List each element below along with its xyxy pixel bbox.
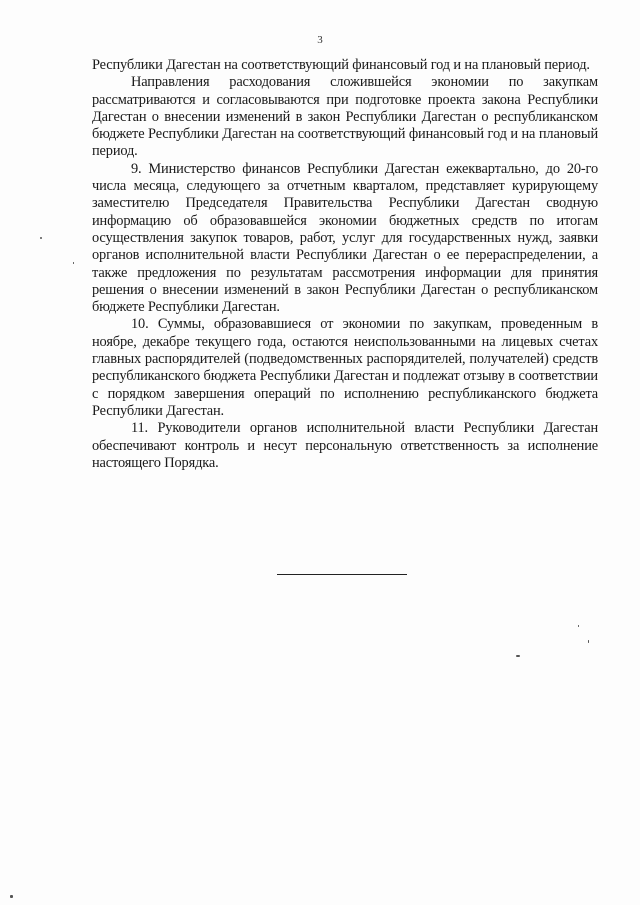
scan-speck bbox=[578, 625, 579, 627]
document-body bbox=[92, 57, 598, 472]
scan-speck bbox=[588, 640, 589, 643]
paragraph-continuation: Республики Дагестан на соответствующий финансовый год и на плановый период. bbox=[92, 57, 590, 73]
paragraph-item-11: 11. Руководители органов исполнительной власти Республики Дагестан обеспечивают контроль и несут персональную ответственность за исполнение настоящего Порядка. bbox=[92, 420, 598, 471]
scan-speck bbox=[73, 262, 74, 264]
paragraph-item-10: 10. Суммы, образовавшиеся от экономии по закупкам, проведенным в ноябре, декабре текущего года, остаются неиспользованными на лицевых счетах главных распорядителей (подведомственных распорядителей, получателей) средств республиканского бюджета Республики Дагестан и подлежат отзыву в соответствии с порядком завершения операций по исполнению республиканского бюджета Республики Дагестан. bbox=[92, 316, 598, 419]
scan-speck bbox=[516, 655, 520, 657]
scan-speck bbox=[40, 237, 42, 239]
end-of-document-rule bbox=[277, 574, 407, 575]
paragraph-item-9: 9. Министерство финансов Республики Дагестан ежеквартально, до 20-го числа месяца, следующего за отчетным кварталом, представляет курирующему заместителю Председателя Правительства Республики Дагестан сводную информацию об образовавшейся экономии бюджетных средств по итогам осуществления закупок товаров, работ, услуг для государственных нужд, заявки органов исполнительной власти Республики Дагестан о ее перераспределении, а также предложения по результатам рассмотрения информации для принятия решения о внесении изменений в закон Республики Дагестан о республиканском бюджете Республики Дагестан. bbox=[92, 160, 598, 316]
paragraph-savings-directions: Направления расходования сложившейся экономии по закупкам рассматриваются и согласовываются при подготовке проекта закона Республики Дагестан о внесении изменений в закон Республики Дагестан о республиканском бюджете Республики Дагестан на соответствующий финансовый год и на плановый период. bbox=[92, 74, 598, 160]
page-number: 3 bbox=[317, 34, 323, 46]
scan-speck bbox=[10, 895, 13, 898]
